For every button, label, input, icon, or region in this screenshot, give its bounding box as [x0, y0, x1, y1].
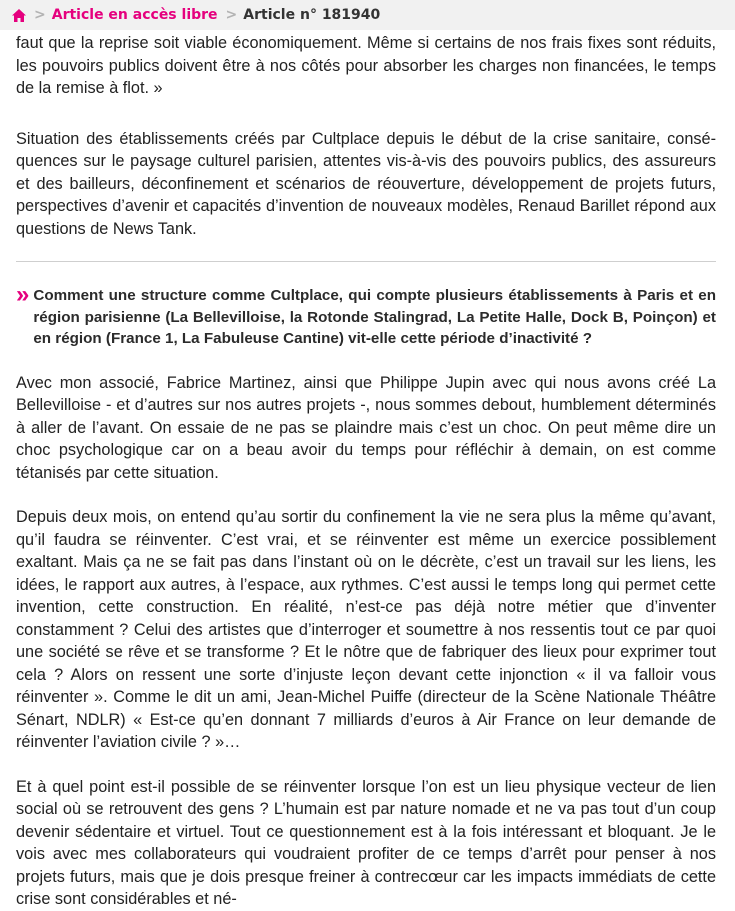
answer-paragraph: Avec mon associé, Fabrice Martinez, ainsi que Philippe Jupin avec qui nous avons créé La Bellevilloise - et d’autres sur nos autres projets -, nous sommes debout, humblement déterminés à aller de l’avant. On essaie de ne pas se plaindre mais c’est un choc. On peut même dire un choc psychologique car on a beau avoir du temps pour réfléchir à demain, on est comme tétanisés par cette situation.: [16, 373, 716, 482]
answer-paragraph: Depuis deux mois, on entend qu’au sortir du confinement la vie ne sera plus la même qu’avant, qu’il faudra se réinventer. C’est vrai, et se réinventer est même un exercice possiblement exaltant. Mais ça ne se fait pas dans l’instant où on le décrète, c’est un travail sur les liens, les idées, le rapport aux autres, à l’espace, aux rythmes. C’est aussi le temps long qui permet cette invention, cette construction. En réalité, n’est-ce pas déjà notre métier que d’inventer constamment ? Celui des artistes que d’interroger et soumettre à nos ressentis tout ce par quoi une société se rêve et se transforme ? Et le nôtre que de fabriquer des lieux pour exprimer tout cela ? Alors on ressent une sorte d’injuste leçon devant cette injonction « il va falloir vous réinventer ». Comme le dit un ami, Jean-Michel Puiffe (directeur de la Scène Nationale Théâtre Sénart, NDLR) « Est-ce qu’en donnant 7 milliards d’euros à Air France on leur demande de réinventer l’aviation civile ? »…: [16, 508, 716, 751]
question-text: Comment une structure comme Cultplace, qui compte plusieurs établissements à Paris et en région parisienne (La Bellevilloise, la Rotonde Stalingrad, La Petite Halle, Dock B, Poinçon) et en région (France 1, La Fabuleuse Cantine) vit-elle cette période d’inactivité ?: [33, 287, 716, 347]
breadcrumb: [0, 0, 735, 30]
breadcrumb-link-open-access[interactable]: Article en accès libre: [51, 7, 218, 23]
answer-paragraph: Et à quel point est-il possible de se réinventer lorsque l’on est un lieu physique vecteur de lien social où se retrouvent des gens ? L’humain est par nature nomade et ne va pas tout d’un coup devenir sédentaire et virtuel. Tout ce questionnement est à la fois intéressant et bloquant. Je le vois avec mes collaborateurs qui voudraient profiter de ce temps d’arrêt pour penser à nos projets futurs, mais que je dois presque freiner à contrecœur car les impacts immédiats de cette crise sont considérables et né-: [16, 777, 716, 908]
double-chevron-icon: »: [16, 281, 30, 308]
interview-question: [16, 281, 716, 350]
section-divider: [16, 261, 716, 262]
breadcrumb-separator: >: [225, 7, 238, 23]
home-icon[interactable]: [12, 9, 26, 22]
article-body: [16, 32, 716, 911]
breadcrumb-current-article: Article n° 181940: [243, 7, 381, 23]
article-paragraph: faut que la reprise soit viable économiquement. Même si certains de nos frais fixes sont réduits, les pouvoirs publics doivent être à nos côtés pour absorber les charges non financées, le temps de la remise à flot. »: [16, 34, 716, 97]
breadcrumb-separator: >: [34, 7, 46, 23]
article-intro-paragraph: Situation des établissements créés par Cultplace depuis le début de la crise sanitaire, conséquences sur le paysage culturel parisien, attentes vis-à-vis des pouvoirs publics, des assureurs et des bailleurs, déconfinement et scénarios de réouverture, développement de projets futurs, perspectives d’avenir et capacités d’invention de nouveaux modèles, Renaud Barillet répond aux questions de News Tank.: [16, 129, 716, 238]
